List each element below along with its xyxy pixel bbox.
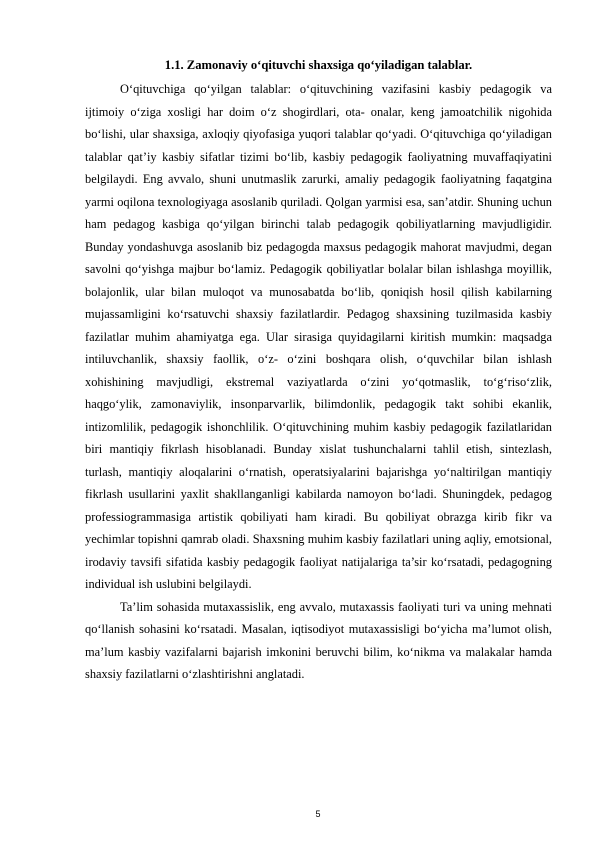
paragraph-specialization: Ta’lim sohasida mutaxassislik, eng avvalo, mutaxassis faoliyati turi va uning mehnati qo‘llanish sohasini ko‘rsatadi. Masalan, iqtisodiyot mutaxassisligi bo‘yicha ma’lumot olish, ma’lum kasbiy vazifalarni bajarish imkonini beruvchi bilim, ko‘nikma va malakalar hamda shaxsiy fazilatlarni o‘zlashtirishni anglatadi. xyxy=(85,599,552,681)
paragraph-teacher-requirements: O‘qituvchiga qo‘yilgan talablar: o‘qituvchining vazifasini kasbiy pedagogik va ijtimoiy o‘ziga xosligi har doim o‘z shogirdlari, ota- onalar, keng jamoatchilik nigohida bo‘lishi, ular shaxsiga, axloqiy qiyofasiga yuqori talablar qo‘yadi. O‘qituvchiga qo‘yiladigan talablar qat’iy kasbiy sifatlar tizimi bo‘lib, kasbiy pedagogik faoliyatning muvaffaqiyatini belgilaydi. Eng avvalo, shuni unutmaslik zarurki, amaliy pedagogik faoliyatning faqatgina yarmi oqilona texnologiyaga asoslanib quriladi. Qolgan yarmisi esa, san’atdir. Shuning uchun ham pedagog kasbiga qo‘yilgan birinchi talab pedagogik qobiliyatlarning mavjudligidir. Bunday yondashuvga asoslanib biz pedagogda maxsus pedagogik mahorat mavjudmi, degan savolni qo‘yishga majbur bo‘lamiz. Pedagogik qobiliyatlar bolalar bilan ishlashga moyillik, bolajonlik, ular bilan muloqot va munosabatda bo‘lib, qoniqish hosil qilish kabilarning mujassamligini ko‘rsatuvchi shaxsiy fazilatlardir. Pedagog shaxsining tuzilmasida kasbiy fazilatlar muhim ahamiyatga ega. Ular sirasiga quyidagilarni kiritish mumkin: maqsadga intiluvchanlik, shaxsiy faollik, o‘z- o‘zini boshqara olish, o‘quvchilar bilan ishlash xohishining mavjudligi, ekstremal vaziyatlarda o‘zini yo‘qotmaslik, to‘g‘riso‘zlik, haqgo‘ylik, zamonaviylik, insonparvarlik, bilimdonlik, pedagogik takt sohibi ekanlik, intizomlilik, pedagogik ishonchlilik. O‘qituvchining muhim kasbiy pedagogik fazilatlaridan biri mantiqiy fikrlash hisoblanadi. Bunday xislat tushunchalarni tahlil etish, sintezlash, turlash, mantiqiy aloqalarini o‘rnatish, operatsiyalarini bajarishga yo‘naltirilgan mantiqiy fikrlash usullarini yaxlit shakllanganligi kabilarda namoyon bo‘ladi. Shuningdek, pedagog professiogrammasiga artistik qobiliyati ham kiradi. Bu qobiliyat obrazga kirib fikr va yechimlar topishni qamrab oladi. Shaxsning muhim kasbiy fazilatlari uning aqliy, emotsional, irodaviy tavsifi sifatida kasbiy pedagogik faoliyat natijalariga ta’sir ko‘rsatadi, pedagogning individual ish uslubini belgilaydi. xyxy=(85,82,552,591)
body-text xyxy=(85,78,552,686)
section-heading: 1.1. Zamonaviy o‘qituvchi shaxsiga qo‘yiladigan talablar. xyxy=(164,58,473,72)
page-number: 5 xyxy=(315,809,321,819)
